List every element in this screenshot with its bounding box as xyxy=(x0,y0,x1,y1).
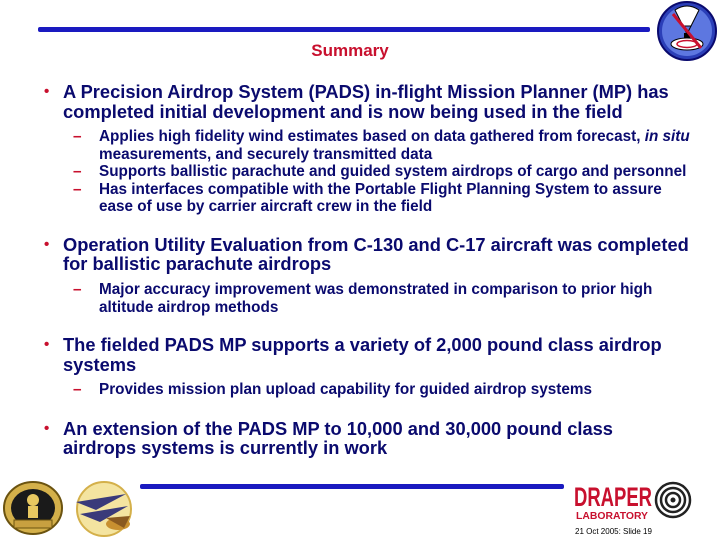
sub-bullet-text: Has interfaces compatible with the Portable Flight Planning System to assure ease of use by carrier aircraft crew in the field xyxy=(99,180,662,216)
logo-brand-text: DRAPER xyxy=(574,482,652,512)
bullet-item xyxy=(30,335,690,374)
airborne-emblem-icon xyxy=(66,480,142,538)
bullet-item xyxy=(30,419,690,458)
sub-bullet-text: Provides mission plan upload capability for guided airdrop systems xyxy=(99,381,593,399)
bullet-marker: • xyxy=(44,83,50,100)
army-crest-icon xyxy=(2,480,64,536)
target-rings-icon xyxy=(656,483,690,517)
sub-bullet-item xyxy=(63,163,690,181)
sub-bullet-text: measurements, and securely transmitted data xyxy=(99,145,433,163)
sub-bullet-item xyxy=(63,281,690,316)
sub-bullet-marker: – xyxy=(73,280,82,298)
bullet-text: An extension of the PADS MP to 10,000 and 30,000 pound class airdrops systems is currently in work xyxy=(63,417,613,459)
sub-bullet-text: Major accuracy improvement was demonstrated in comparison to prior high altitude airdrop methods xyxy=(99,280,653,316)
airdrop-emblem-icon xyxy=(655,0,719,62)
logo-sub-text: LABORATORY xyxy=(576,511,649,522)
bullet-text: The fielded PADS MP supports a variety of 2,000 pound class airdrop systems xyxy=(63,334,662,375)
bottom-divider xyxy=(140,484,564,489)
bullet-marker: • xyxy=(44,235,50,253)
bullet-marker: • xyxy=(44,336,50,354)
bullet-text: Operation Utility Evaluation from C-130 and C-17 aircraft was completed for ballistic parachute airdrops xyxy=(63,233,689,275)
bullet-item xyxy=(30,235,690,274)
sub-bullet-marker: – xyxy=(73,381,82,399)
italic-term: in situ xyxy=(644,128,690,145)
sub-bullet-item xyxy=(63,381,690,399)
slide-title: Summary xyxy=(311,41,389,60)
sub-bullet-marker: – xyxy=(73,128,82,145)
bullet-item xyxy=(30,82,690,121)
bullet-text: A Precision Airdrop System (PADS) in-flight Mission Planner (MP) has completed initial development and is now being used in the field xyxy=(63,81,669,122)
bullet-marker: • xyxy=(44,419,50,437)
bullet-list xyxy=(30,82,690,458)
sub-bullet-text: Supports ballistic parachute and guided system airdrops of cargo and personnel xyxy=(99,163,687,181)
draper-laboratory-logo xyxy=(572,478,692,526)
top-divider xyxy=(38,27,650,32)
sub-bullet-text: Applies high fidelity wind estimates based on data gathered from forecast, xyxy=(99,128,645,145)
sub-bullet-marker: – xyxy=(73,163,82,181)
sub-bullet-item xyxy=(63,181,690,216)
sub-bullet-item xyxy=(63,128,690,163)
slide-footer: 21 Oct 2005: Slide 19 xyxy=(575,527,652,536)
sub-bullet-marker: – xyxy=(73,180,82,198)
